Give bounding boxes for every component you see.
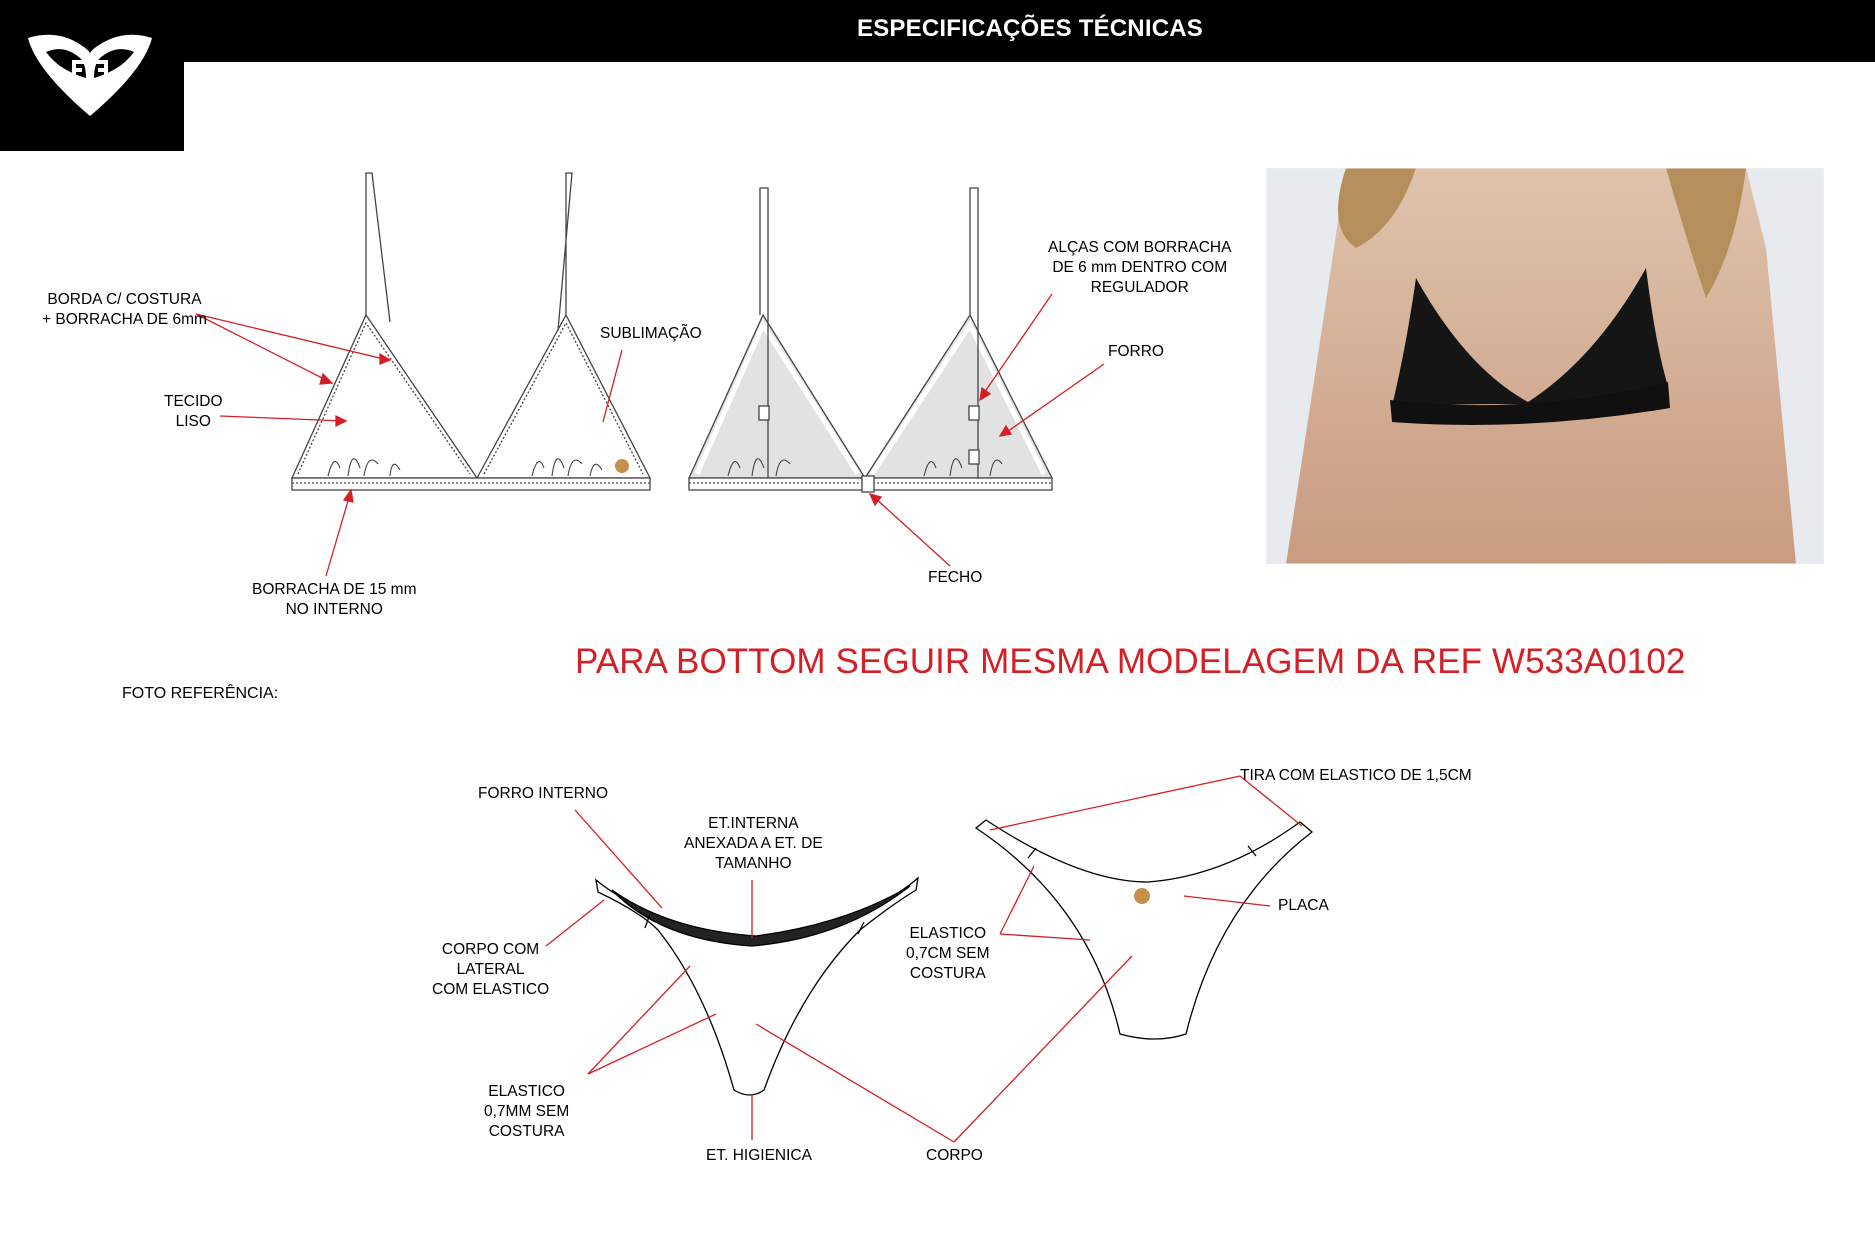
bottom-note: PARA BOTTOM SEGUIR MESMA MODELAGEM DA REF W533A0102 — [575, 642, 1686, 681]
label-borda: BORDA C/ COSTURA + BORRACHA DE 6mm — [42, 291, 207, 328]
bikini-bottom-front — [596, 878, 918, 1095]
label-fecho: FECHO — [928, 569, 983, 586]
label-corpo: CORPO — [926, 1147, 983, 1164]
page-title: ESPECIFICAÇÕES TÉCNICAS — [857, 15, 1203, 42]
bikini-top-front — [292, 173, 650, 490]
label-et-higienica: ET. HIGIENICA — [706, 1147, 812, 1164]
label-et-interna: ET.INTERNA ANEXADA A ET. DE TAMANHO — [684, 815, 823, 872]
label-forro-interno: FORRO INTERNO — [478, 785, 609, 802]
label-forro: FORRO — [1108, 343, 1164, 360]
label-elastico-cm: ELASTICO 0,7CM SEM COSTURA — [906, 925, 990, 982]
label-borracha-15mm: BORRACHA DE 15 mm NO INTERNO — [252, 581, 417, 618]
bikini-top-back — [689, 188, 1052, 492]
reference-photo — [1266, 168, 1824, 564]
label-placa: PLACA — [1278, 897, 1329, 914]
label-alcas: ALÇAS COM BORRACHA DE 6 mm DENTRO COM REGULADOR — [1048, 239, 1232, 296]
label-tecido: TECIDO LISO — [164, 393, 223, 430]
label-sublimacao: SUBLIMAÇÃO — [600, 325, 702, 342]
bikini-bottom-back — [976, 820, 1312, 1039]
photo-reference-label: FOTO REFERÊNCIA: — [122, 685, 279, 702]
label-tira: TIRA COM ELASTICO DE 1,5CM — [1240, 767, 1472, 784]
label-corpo-lateral: CORPO COM LATERAL COM ELASTICO — [432, 941, 550, 998]
label-elastico-mm: ELASTICO 0,7MM SEM COSTURA — [484, 1083, 570, 1140]
